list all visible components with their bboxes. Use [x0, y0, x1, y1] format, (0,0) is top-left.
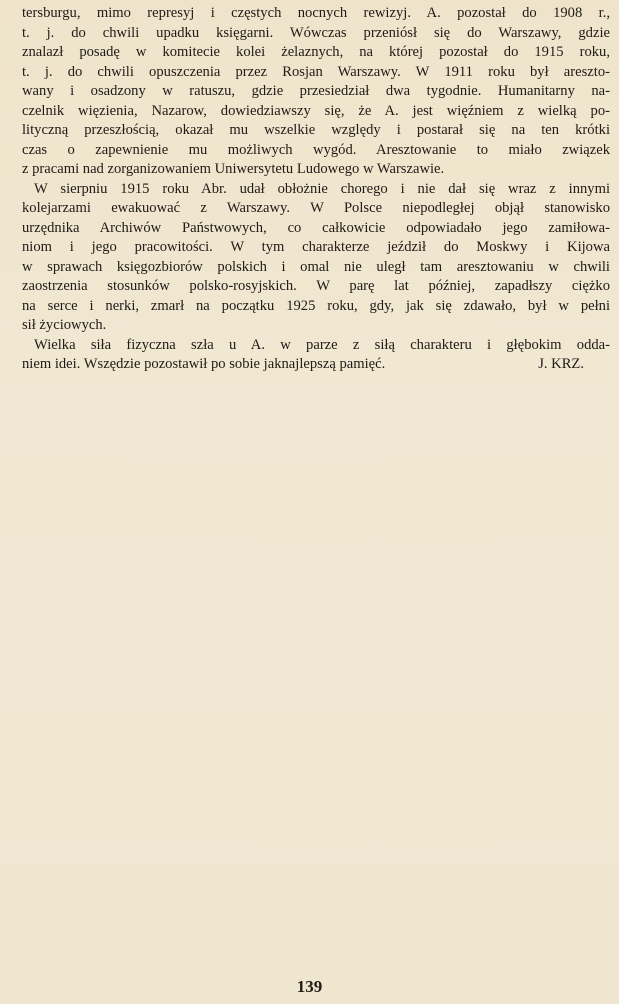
- text-line: t. j. do chwili upadku księgarni. Wówczas przeniósł się do Warszawy, gdzie: [22, 24, 610, 41]
- text-line: czas o zapewnienie mu możliwych wygód. Aresztowanie to miało związek: [22, 141, 610, 158]
- text-line: tersburgu, mimo represyj i częstych nocnych rewizyj. A. pozostał do 1908 r.,: [22, 5, 610, 21]
- text-line: zaostrzenia stosunków polsko-rosyjskich. W parę lat później, zapadłszy ciężko: [22, 278, 610, 294]
- text-line: W sierpniu 1915 roku Abr. udał obłożnie chorego i nie dał się wraz z innymi: [34, 180, 610, 197]
- closing-line: [22, 355, 610, 375]
- text-line: z pracami nad zorganizowaniem Uniwersytetu Ludowego w Warszawie.: [22, 161, 445, 177]
- text-line: urzędnika Archiwów Państwowych, co całkowicie odpowiadało jego zamiłowa-: [22, 219, 610, 236]
- text-line: kolejarzami ewakuować z Warszawy. W Polsce niepodległej objął stanowisko: [22, 200, 610, 216]
- text-line: na serce i nerki, zmarł na początku 1925 roku, gdy, jak się zdawało, był w pełni: [22, 297, 610, 314]
- text-line: czelnik więzienia, Nazarow, dowiedziawszy się, że A. jest więźniem z wielką po-: [22, 102, 610, 119]
- page-number: 139: [296, 977, 323, 996]
- final-text-line: niem idei. Wszędzie pozostawił po sobie jaknajlepszą pamięć.: [22, 356, 386, 372]
- text-line: znalazł posadę w komitecie kolei żelaznych, na której pozostał do 1915 roku,: [22, 44, 610, 60]
- text-line: niom i jego pracowitości. W tym charakterze jeździł do Moskwy i Kijowa: [22, 239, 610, 255]
- text-line: sił życiowych.: [22, 317, 107, 333]
- text-line: wany i osadzony w ratuszu, gdzie przesiedział dwa tygodnie. Humanitarny na-: [22, 83, 610, 99]
- text-line: t. j. do chwili opuszczenia przez Rosjan Warszawy. W 1911 roku był areszto-: [22, 63, 610, 80]
- author-signature: J. KRZ.: [538, 356, 584, 372]
- text-line: lityczną przeszłością, okazał mu wszelkie względy i postarał się na ten krótki: [22, 122, 610, 138]
- text-line: Wielka siła fizyczna szła u A. w parze z siłą charakteru i głębokim odda-: [34, 336, 610, 353]
- text-line: w sprawach księgozbiorów polskich i omal nie uległ tam aresztowaniu w chwili: [22, 258, 610, 275]
- article-text: [22, 4, 610, 375]
